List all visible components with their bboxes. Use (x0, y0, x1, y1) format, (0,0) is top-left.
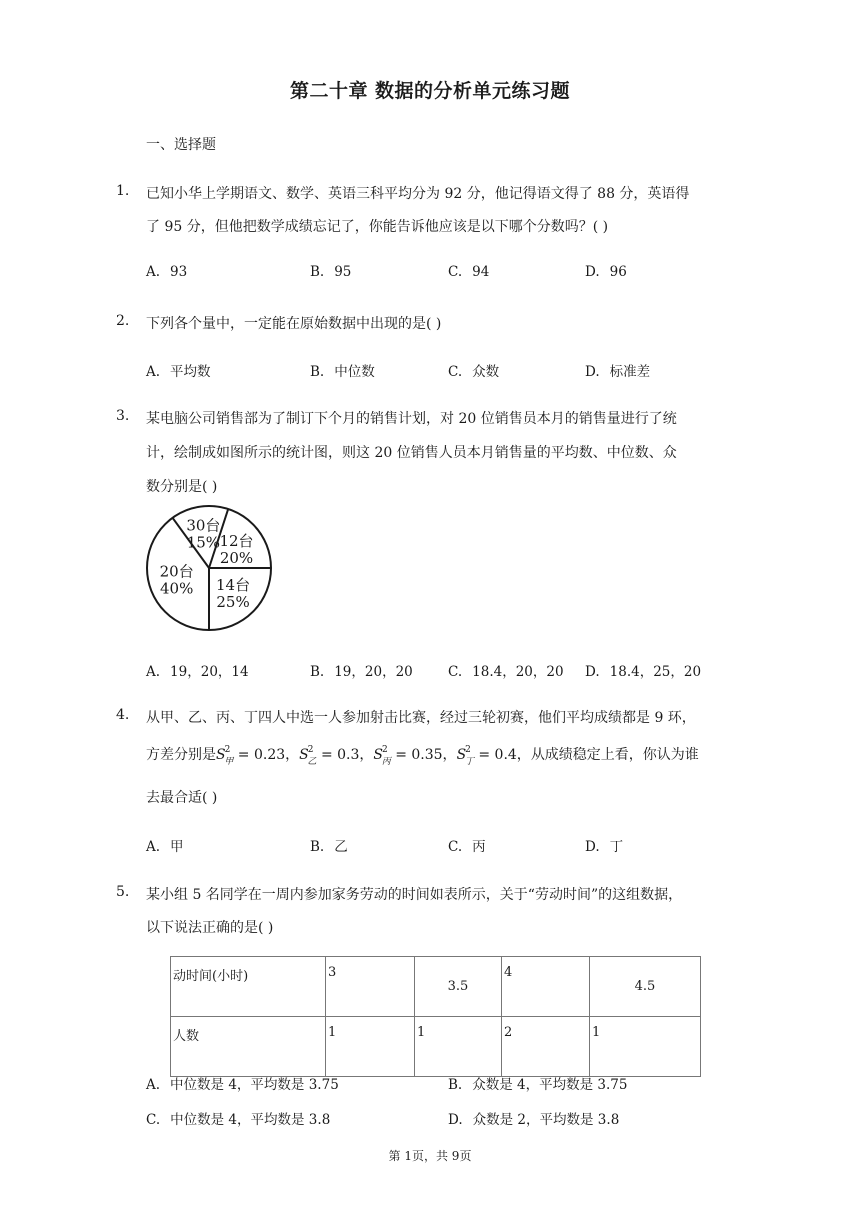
table-cell: 4.5 (590, 957, 701, 1017)
table-cell: 动时间(小时) (171, 957, 326, 1017)
table-cell: 1 (326, 1017, 415, 1077)
q3-number: 3. (116, 408, 130, 424)
q4-option-a: A. 甲 (146, 839, 184, 855)
q2-option-c: C. 众数 (448, 364, 500, 380)
q1-line2: 了 95 分，但他把数学成绩忘记了，你能告诉他应该是以下哪个分数吗？( ) (146, 219, 609, 235)
q2-option-a: A. 平均数 (146, 364, 211, 380)
q3-option-b: B. 19，20，20 (310, 664, 413, 680)
variance-jia: $S^2_甲 = 0.23$， (216, 745, 300, 767)
variance-ding: $S^2_丁 = 0.4$， (456, 745, 531, 767)
labor-time-table (170, 956, 701, 1077)
q4-line3: 去最合适( ) (146, 790, 218, 806)
pie-slice-label: 30台 (186, 516, 221, 535)
pie-slice-percent: 25% (216, 593, 250, 612)
q2-line1: 下列各个量中，一定能在原始数据中出现的是( ) (146, 316, 442, 332)
table-cell: 1 (415, 1017, 502, 1077)
table-row (171, 1017, 701, 1077)
q1-option-b: B. 95 (310, 264, 352, 280)
q5-option-a: A. 中位数是 4，平均数是 3.75 (146, 1077, 339, 1093)
q2-number: 2. (116, 313, 130, 329)
variance-bing: $S^2_丙 = 0.35$， (373, 745, 457, 767)
q1-option-d: D. 96 (585, 264, 627, 280)
pie-slice-percent: 40% (159, 579, 194, 598)
q4-number: 4. (116, 707, 130, 723)
pie-slice-label: 14台 (215, 576, 251, 595)
table-cell: 4 (502, 957, 590, 1017)
q1-line1: 已知小华上学期语文、数学、英语三科平均分为 92 分，他记得语文得了 88 分，英语得 (146, 186, 690, 202)
table-cell: 3.5 (415, 957, 502, 1017)
page-footer: 第 1页，共 9页 (388, 1149, 472, 1163)
q1-option-c: C. 94 (448, 264, 490, 280)
table-cell: 人数 (171, 1017, 326, 1077)
q5-line1: 某小组 5 名同学在一周内参加家务劳动的时间如表所示，关于“劳动时间”的这组数据， (146, 887, 683, 903)
table-cell: 2 (502, 1017, 590, 1077)
q1-number: 1. (116, 183, 130, 199)
pie-slice-label: 12台 (219, 532, 254, 551)
sales-pie-chart (142, 503, 282, 638)
table-cell: 3 (326, 957, 415, 1017)
pie-slice-label: 20台 (159, 562, 194, 581)
q5-option-c: C. 中位数是 4，平均数是 3.8 (146, 1112, 331, 1128)
q4-line1: 从甲、乙、丙、丁四人中选一人参加射击比赛，经过三轮初赛，他们平均成绩都是 9 环， (146, 710, 696, 726)
q3-option-c: C. 18.4，20，20 (448, 664, 564, 680)
table-cell: 1 (590, 1017, 701, 1077)
q3-option-a: A. 19，20，14 (146, 664, 249, 680)
q3-line1: 某电脑公司销售部为了制订下个月的销售计划，对 20 位销售员本月的销售量进行了统 (146, 411, 677, 427)
q5-number: 5. (116, 884, 130, 900)
q2-option-d: D. 标准差 (585, 364, 651, 380)
q4-option-c: C. 丙 (448, 839, 486, 855)
q4-option-b: B. 乙 (310, 839, 348, 855)
q5-option-b: B. 众数是 4，平均数是 3.75 (448, 1077, 628, 1093)
variance-yi: $S^2_乙 = 0.3$， (299, 745, 374, 767)
table-row (171, 957, 701, 1017)
q4-line2: 方差分别是$S^2_甲 = 0.23$，$S^2_乙 = 0.3$，$S^2_丙 = 0.35$，$S^2_丁 = 0.4$，从成绩稳定上看，你认为谁 (146, 745, 699, 767)
q5-option-d: D. 众数是 2，平均数是 3.8 (448, 1112, 620, 1128)
page-title: 第二十章 数据的分析单元练习题 (289, 80, 571, 102)
q5-line2: 以下说法正确的是( ) (146, 920, 274, 936)
q2-option-b: B. 中位数 (310, 364, 375, 380)
q3-option-d: D. 18.4，25，20 (585, 664, 702, 680)
section-heading: 一、选择题 (146, 137, 216, 153)
q4-option-d: D. 丁 (585, 839, 624, 855)
pie-slice-percent: 20% (219, 549, 254, 568)
q1-option-a: A. 93 (146, 264, 188, 280)
q3-line3: 数分别是( ) (146, 479, 218, 495)
q3-line2: 计，绘制成如图所示的统计图，则这 20 位销售人员本月销售量的平均数、中位数、众 (146, 445, 677, 461)
pie-slice-percent: 15% (186, 533, 221, 552)
